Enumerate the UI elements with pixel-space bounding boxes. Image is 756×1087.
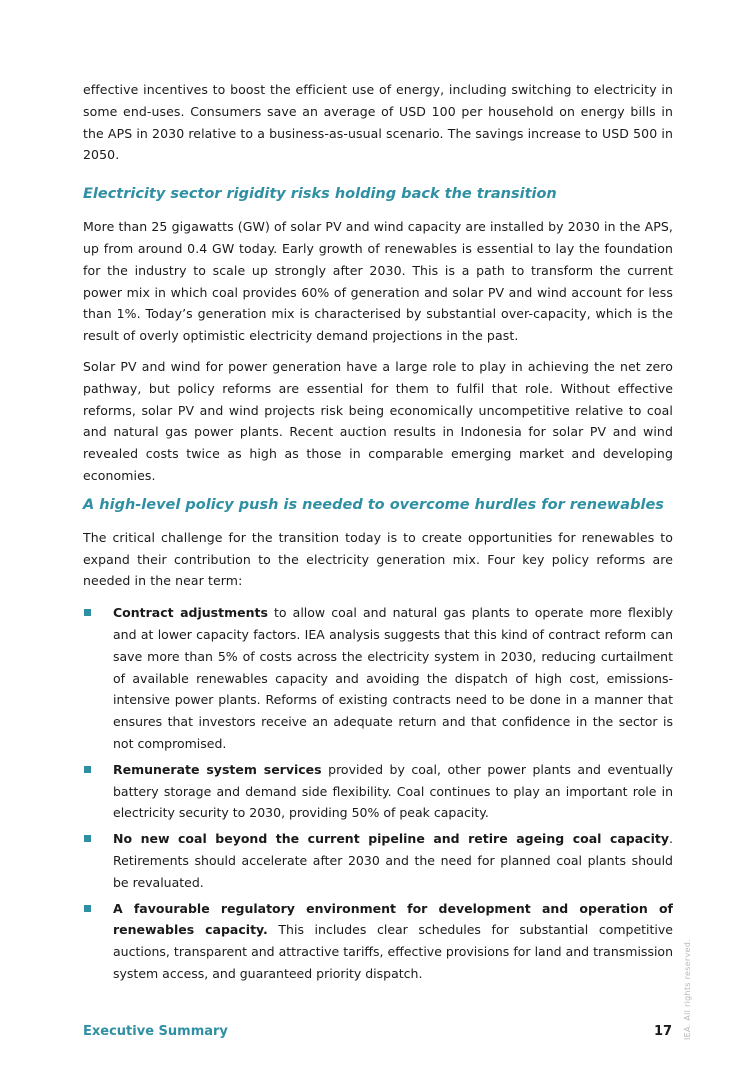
page-content bbox=[83, 79, 673, 985]
body-paragraph: effective incentives to boost the efficient use of energy, including switching to electricity in some end-uses. Consumers save an average of USD 100 per household on energy bills in the APS in 2030 relative to a business-as-usual scenario. The savings increase to USD 500 in 2050. bbox=[83, 82, 673, 163]
section-heading: A high-level policy push is needed to overcome hurdles for renewables bbox=[83, 496, 664, 513]
body-paragraph: The critical challenge for the transition today is to create opportunities for renewables to expand their contribution to the electricity generation mix. Four key policy reforms are needed in the near term: bbox=[83, 529, 673, 589]
body-paragraph: Solar PV and wind for power generation have a large role to play in achieving the net zero pathway, but policy reforms are essential for them to fulfil that role. Without effective reforms, solar PV and wind projects risk being economically uncompetitive relative to coal and natural gas power plants. Recent auction results in Indonesia for solar PV and wind revealed costs twice as high as those in comparable emerging market and developing economies. bbox=[83, 358, 673, 483]
list-item bbox=[83, 602, 673, 755]
list-item-title: No new coal beyond the current pipeline and retire ageing coal capacity bbox=[113, 831, 670, 847]
list-item-text: to allow coal and natural gas plants to operate more flexibly and at lower capacity factors. IEA analysis suggests that this kind of contract reform can save more than 5% of costs across the electricity system in 2030, reducing curtailment of available renewables capacity and avoiding the dispatch of high cost, emissions-intensive power plants. Reforms of existing contracts need to be done in a manner that ensures that investors receive an adequate return and that confidence in the sector is not compromised. bbox=[113, 605, 673, 751]
list-item-text: . Retirements should accelerate after 2030 and the need for planned coal plants should be revaluated. bbox=[113, 831, 673, 890]
list-item-title: Contract adjustments bbox=[113, 605, 268, 621]
policy-reform-list bbox=[83, 602, 673, 985]
list-item-text: This includes clear schedules for substantial competitive auctions, transparent and attractive tariffs, effective provisions for land and transmission system access, and guaranteed priority dispatch. bbox=[113, 922, 673, 981]
square-bullet-icon bbox=[84, 835, 91, 842]
footer-section-title: Executive Summary bbox=[83, 1024, 228, 1039]
list-item bbox=[83, 898, 673, 985]
page-number: 17 bbox=[654, 1024, 673, 1039]
list-item bbox=[83, 828, 673, 893]
square-bullet-icon bbox=[84, 766, 91, 773]
square-bullet-icon bbox=[84, 609, 91, 616]
list-item bbox=[83, 759, 673, 824]
body-paragraph: More than 25 gigawatts (GW) of solar PV and wind capacity are installed by 2030 in the APS, up from around 0.4 GW today. Early growth of renewables is essential to lay the foundation for the industry to scale up strongly after 2030. This is a path to transform the current power mix in which coal provides 60% of generation and solar PV and wind account for less than 1%. Today’s generation mix is characterised by substantial over-capacity, which is the result of overly optimistic electricity demand projections in the past. bbox=[83, 219, 673, 344]
section-heading: Electricity sector rigidity risks holding back the transition bbox=[83, 186, 557, 203]
square-bullet-icon bbox=[84, 905, 91, 912]
list-item-title: Remunerate system services bbox=[113, 761, 322, 777]
list-item-title: A favourable regulatory environment for development and operation of renewables capacity. bbox=[113, 900, 673, 938]
list-item-text: provided by coal, other power plants and eventually battery storage and demand side flexibility. Coal continues to play an important role in electricity security to 2030, providing 50% of peak capacity. bbox=[113, 761, 673, 821]
copyright-notice: IEA. All rights reserved. bbox=[683, 939, 692, 1040]
